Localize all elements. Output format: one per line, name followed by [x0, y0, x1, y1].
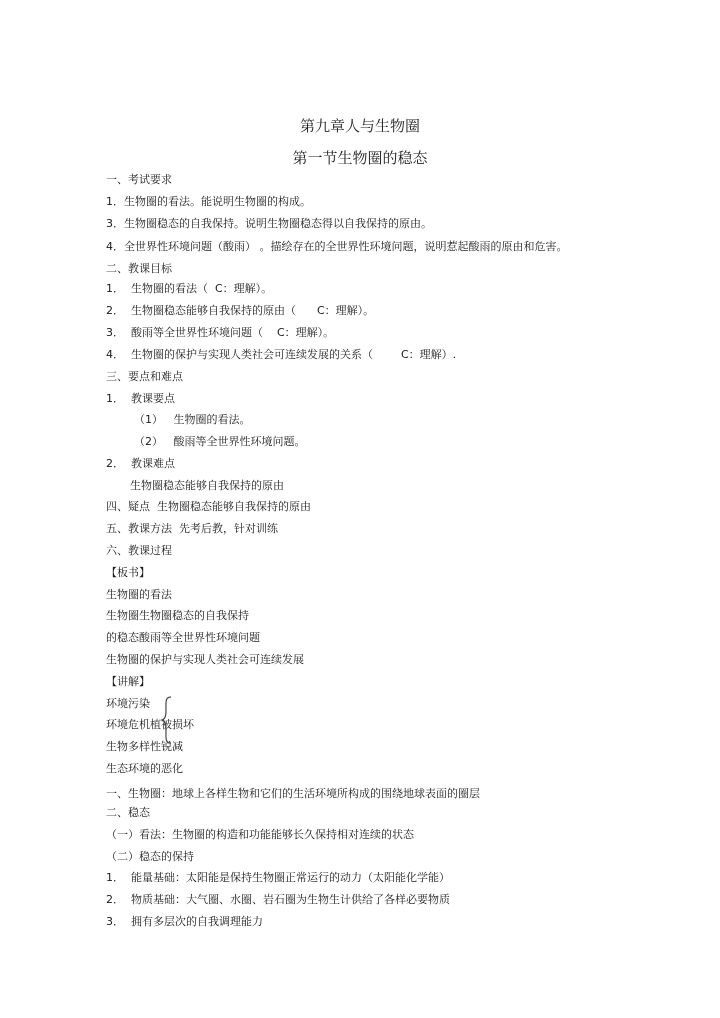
page-title: 第九章人与生物圈	[299, 117, 420, 135]
text-line: 生物多样性锐减	[106, 740, 183, 753]
text-line: （二）稳态的保持	[106, 850, 194, 863]
page-subtitle: 第一节生物圈的稳态	[292, 149, 428, 167]
text-line: （1） 生物圈的看法。	[134, 413, 251, 426]
text-line: （2） 酸雨等全世界性环境问题。	[134, 435, 306, 448]
text-line: 2． 生物圈稳态能够自我保持的原由（ C：理解）。	[106, 304, 375, 317]
text-line: 一、生物圈：地球上各样生物和它们的生活环境所构成的围绕地球表面的圈层	[106, 787, 480, 800]
text-line: 一、考试要求	[106, 173, 172, 186]
text-line: 3． 拥有多层次的自我调理能力	[106, 915, 263, 928]
text-line: 3．生物圈稳态的自我保持。说明生物圈稳态得以自我保持的原由。	[106, 217, 432, 230]
text-line: 1．生物圈的看法。能说明生物圈的构成。	[106, 195, 311, 208]
text-line: 生物圈的看法	[106, 588, 172, 601]
text-line: 生物圈稳态能够自我保持的原由	[130, 479, 284, 492]
text-line: （一）看法：生物圈的构造和功能能够长久保持相对连续的状态	[106, 828, 414, 841]
text-line: 生物圈的保护与实现人类社会可连续发展	[106, 653, 304, 666]
text-line: 3． 酸雨等全世界性环境问题（ C：理解）。	[106, 326, 335, 339]
text-line: 【讲解】	[106, 675, 150, 688]
text-line: 2． 教课难点	[106, 457, 175, 470]
text-line: 的稳态酸雨等全世界性环境问题	[106, 631, 260, 644]
text-line: 环境污染	[106, 697, 150, 710]
text-line: 生态环境的恶化	[106, 762, 183, 775]
text-line: 4． 生物圈的保护与实现人类社会可连续发展的关系（ C：理解）.	[106, 348, 457, 361]
text-line: 生物圈生物圈稳态的自我保持	[106, 609, 249, 622]
text-line: 【板书】	[106, 566, 150, 579]
text-line: 1． 教课要点	[106, 392, 175, 405]
text-line: 1． 生物圈的看法（ C：理解）。	[106, 282, 273, 295]
text-line: 三、要点和难点	[106, 370, 183, 383]
text-line: 4．全世界性环境问题（酸雨） 。描绘存在的全世界性环境问题，说明惹起酸雨的原由和危害。二、教课目标	[106, 240, 568, 275]
curly-brace-icon	[160, 696, 174, 744]
text-line: 二、稳态	[106, 806, 150, 819]
text-line: 环境危机植被损坏	[106, 718, 194, 731]
text-line: 2． 物质基础：大气圈、水圈、岩石圈为生物生计供给了各样必要物质	[106, 893, 450, 906]
text-line: 六、教课过程	[106, 544, 172, 557]
text-line: 四、疑点 生物圈稳态能够自我保持的原由	[106, 500, 311, 513]
text-line: 1． 能量基础：太阳能是保持生物圈正常运行的动力（太阳能化学能）	[106, 871, 450, 884]
text-line: 五、教课方法 先考后教，针对训练	[106, 522, 278, 535]
